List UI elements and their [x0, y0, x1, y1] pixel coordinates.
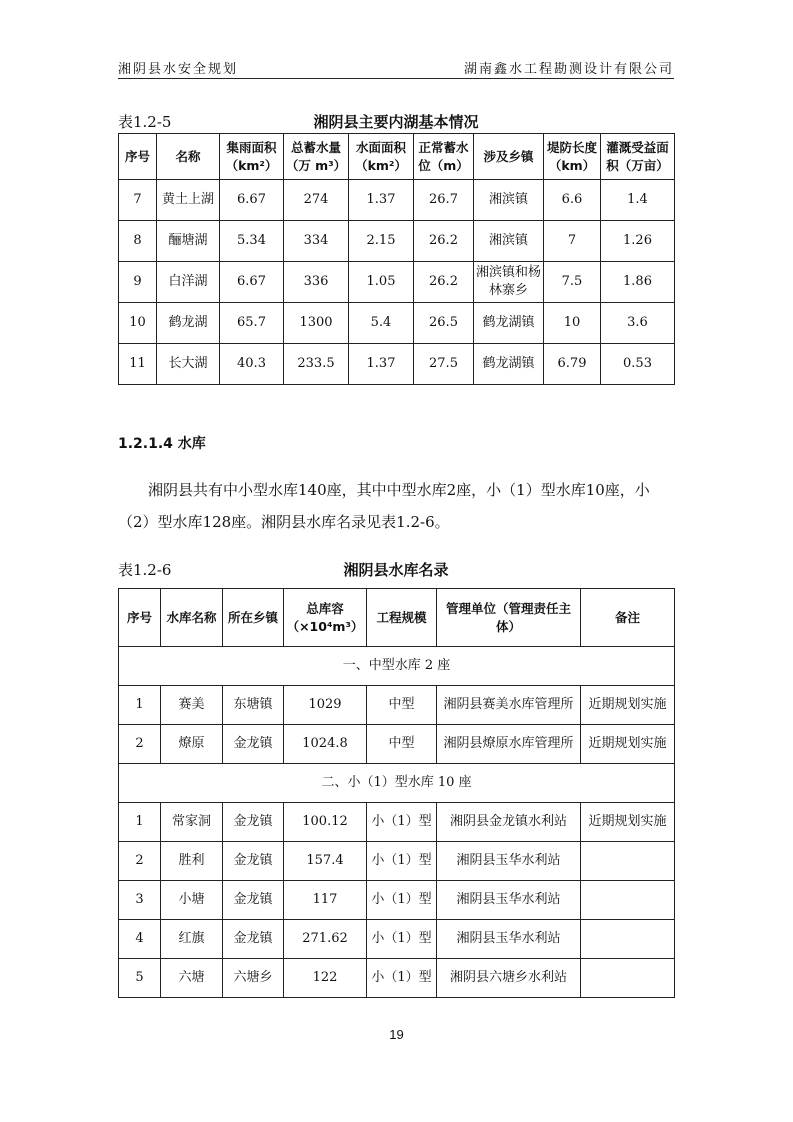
table-cell: 100.12 — [284, 803, 367, 842]
table-cell: 27.5 — [414, 344, 474, 385]
table-cell: 10 — [544, 303, 601, 344]
table-cell: 157.4 — [284, 842, 367, 881]
lakes-table — [118, 133, 675, 385]
table-cell: 1.05 — [349, 262, 414, 303]
table-cell: 中型 — [367, 686, 437, 725]
table-cell: 湘滨镇 — [474, 180, 544, 221]
table-cell: 湘阴县燎原水库管理所 — [437, 725, 581, 764]
table-cell — [581, 842, 675, 881]
table-cell: 8 — [119, 221, 157, 262]
table-cell: 9 — [119, 262, 157, 303]
table-cell: 湘阴县金龙镇水利站 — [437, 803, 581, 842]
table-cell: 5.34 — [220, 221, 284, 262]
table-cell: 3 — [119, 881, 161, 920]
table-cell: 2 — [119, 842, 161, 881]
table-cell: 6.79 — [544, 344, 601, 385]
table-cell: 26.5 — [414, 303, 474, 344]
table-cell: 336 — [284, 262, 349, 303]
table-cell — [581, 920, 675, 959]
table-cell: 六塘乡 — [223, 959, 284, 998]
table-row — [119, 686, 675, 725]
column-header: 堤防长度（km） — [544, 134, 601, 180]
table-cell: 东塘镇 — [223, 686, 284, 725]
table-cell: 1.26 — [601, 221, 675, 262]
table-cell: 金龙镇 — [223, 842, 284, 881]
table-cell: 6.67 — [220, 180, 284, 221]
table-cell: 10 — [119, 303, 157, 344]
table-cell: 1.4 — [601, 180, 675, 221]
table-cell: 5.4 — [349, 303, 414, 344]
header-left: 湘阴县水安全规划 — [118, 62, 239, 77]
table-row — [119, 180, 675, 221]
table-cell: 11 — [119, 344, 157, 385]
table-cell: 胜利 — [161, 842, 223, 881]
table-cell: 1.86 — [601, 262, 675, 303]
table-cell: 近期规划实施 — [581, 686, 675, 725]
table-cell: 334 — [284, 221, 349, 262]
table-cell: 金龙镇 — [223, 881, 284, 920]
table-cell: 2.15 — [349, 221, 414, 262]
table-cell: 1 — [119, 803, 161, 842]
table-cell: 近期规划实施 — [581, 725, 675, 764]
table-cell: 122 — [284, 959, 367, 998]
table-cell: 湘阴县赛美水库管理所 — [437, 686, 581, 725]
table-cell — [581, 881, 675, 920]
table-cell: 1300 — [284, 303, 349, 344]
table-row — [119, 344, 675, 385]
table-row — [119, 881, 675, 920]
table-cell: 7.5 — [544, 262, 601, 303]
page-header — [118, 58, 674, 79]
group-row — [119, 764, 675, 803]
table-cell: 赛美 — [161, 686, 223, 725]
column-header: 序号 — [119, 589, 161, 647]
column-header: 灌溉受益面积（万亩） — [601, 134, 675, 180]
table-cell: 近期规划实施 — [581, 803, 675, 842]
table-cell: 鹤龙湖镇 — [474, 344, 544, 385]
reservoirs-table — [118, 588, 675, 998]
table-cell: 0.53 — [601, 344, 675, 385]
table2-title: 湘阴县水库名录 — [343, 561, 449, 579]
table-cell: 湘阴县玉华水利站 — [437, 920, 581, 959]
column-header: 水面面积（km²） — [349, 134, 414, 180]
section-heading: 1.2.1.4 水库 — [118, 436, 206, 452]
table-cell: 3.6 — [601, 303, 675, 344]
table-cell: 40.3 — [220, 344, 284, 385]
table-cell: 湘滨镇 — [474, 221, 544, 262]
table-cell: 26.2 — [414, 221, 474, 262]
page-number: 19 — [389, 1027, 404, 1042]
group-label: 二、小（1）型水库 10 座 — [119, 764, 675, 803]
table-cell: 小（1）型 — [367, 959, 437, 998]
column-header: 总蓄水量（万 m³） — [284, 134, 349, 180]
table-cell: 酾塘湖 — [157, 221, 220, 262]
table-cell: 常家洞 — [161, 803, 223, 842]
column-header: 序号 — [119, 134, 157, 180]
group-label: 一、中型水库 2 座 — [119, 647, 675, 686]
table-cell: 湘阴县玉华水利站 — [437, 881, 581, 920]
table-cell: 2 — [119, 725, 161, 764]
table-cell: 5 — [119, 959, 161, 998]
table-cell: 湘滨镇和杨林寨乡 — [474, 262, 544, 303]
column-header: 涉及乡镇 — [474, 134, 544, 180]
column-header: 水库名称 — [161, 589, 223, 647]
column-header: 总库容（×10⁴m³） — [284, 589, 367, 647]
column-header: 名称 — [157, 134, 220, 180]
table-cell: 湘阴县玉华水利站 — [437, 842, 581, 881]
table-row — [119, 303, 675, 344]
column-header: 备注 — [581, 589, 675, 647]
table-cell: 26.2 — [414, 262, 474, 303]
table-row — [119, 262, 675, 303]
table-cell: 小（1）型 — [367, 920, 437, 959]
table-cell: 湘阴县六塘乡水利站 — [437, 959, 581, 998]
table-cell: 金龙镇 — [223, 803, 284, 842]
table-cell: 65.7 — [220, 303, 284, 344]
table-cell: 白洋湖 — [157, 262, 220, 303]
group-row — [119, 647, 675, 686]
table-cell: 小（1）型 — [367, 803, 437, 842]
table-cell: 4 — [119, 920, 161, 959]
table-cell — [581, 959, 675, 998]
table-row — [119, 959, 675, 998]
table-cell: 红旗 — [161, 920, 223, 959]
table1-number: 表1.2-5 — [118, 113, 172, 131]
table-cell: 274 — [284, 180, 349, 221]
column-header: 所在乡镇 — [223, 589, 284, 647]
table-cell: 1.37 — [349, 180, 414, 221]
table-cell: 小（1）型 — [367, 842, 437, 881]
table-cell: 鹤龙湖 — [157, 303, 220, 344]
column-header: 管理单位（管理责任主体） — [437, 589, 581, 647]
table-cell: 1024.8 — [284, 725, 367, 764]
table-row — [119, 920, 675, 959]
table-cell: 黄土上湖 — [157, 180, 220, 221]
table-row — [119, 842, 675, 881]
section-paragraph: 湘阴县共有中小型水库140座，其中中型水库2座，小（1）型水库10座，小（2）型水库128座。湘阴县水库名录见表1.2-6。 — [118, 481, 650, 531]
table-cell: 7 — [544, 221, 601, 262]
column-header: 工程规模 — [367, 589, 437, 647]
header-right: 湖南鑫水工程勘测设计有限公司 — [463, 62, 674, 77]
table-cell: 1 — [119, 686, 161, 725]
table-cell: 燎原 — [161, 725, 223, 764]
table2-number: 表1.2-6 — [118, 561, 172, 579]
table-cell: 金龙镇 — [223, 920, 284, 959]
table-cell: 小（1）型 — [367, 881, 437, 920]
table-cell: 长大湖 — [157, 344, 220, 385]
table-cell: 6.6 — [544, 180, 601, 221]
table-cell: 小塘 — [161, 881, 223, 920]
table-cell: 六塘 — [161, 959, 223, 998]
table-row — [119, 725, 675, 764]
table-row — [119, 221, 675, 262]
table1-title: 湘阴县主要内湖基本情况 — [313, 113, 479, 131]
table-cell: 1.37 — [349, 344, 414, 385]
table-cell: 鹤龙湖镇 — [474, 303, 544, 344]
table-cell: 233.5 — [284, 344, 349, 385]
column-header: 集雨面积（km²） — [220, 134, 284, 180]
column-header: 正常蓄水位（m） — [414, 134, 474, 180]
table-cell: 6.67 — [220, 262, 284, 303]
table-cell: 117 — [284, 881, 367, 920]
table-cell: 金龙镇 — [223, 725, 284, 764]
table-cell: 1029 — [284, 686, 367, 725]
table-cell: 271.62 — [284, 920, 367, 959]
table-row — [119, 803, 675, 842]
table-cell: 7 — [119, 180, 157, 221]
table-cell: 中型 — [367, 725, 437, 764]
table-cell: 26.7 — [414, 180, 474, 221]
